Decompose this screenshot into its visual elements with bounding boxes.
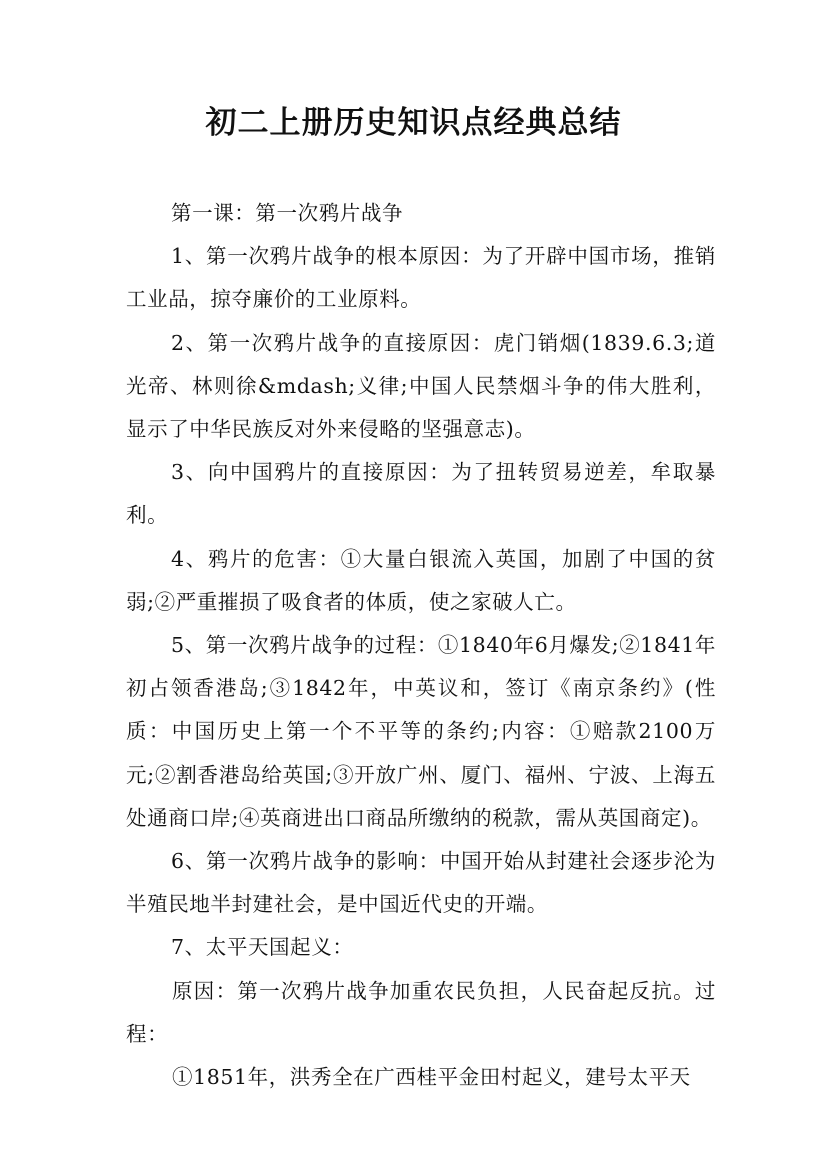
paragraph-lesson-heading: 第一课：第一次鸦片战争 xyxy=(171,201,404,225)
paragraph-item-1: 1、第一次鸦片战争的根本原因：为了开辟中国市场，推销工业品，掠夺廉价的工业原料。 xyxy=(126,244,716,312)
paragraph-item-2: 2、第一次鸦片战争的直接原因：虎门销烟(1839.6.3;道光帝、林则徐&mdash;义律;中国人民禁烟斗争的伟大胜利，显示了中华民族反对外来侵略的坚强意志)。 xyxy=(126,330,716,442)
paragraph-item-3: 3、向中国鸦片的直接原因：为了扭转贸易逆差，牟取暴利。 xyxy=(126,460,716,528)
document-title: 初二上册历史知识点经典总结 xyxy=(205,105,622,141)
paragraph-item-4: 4、鸦片的危害：①大量白银流入英国，加剧了中国的贫弱;②严重摧损了吸食者的体质，使之家破人亡。 xyxy=(126,546,716,614)
paragraph-cause: 原因：第一次鸦片战争加重农民负担，人民奋起反抗。过程： xyxy=(126,978,716,1046)
paragraph-item-5: 5、第一次鸦片战争的过程：①1840年6月爆发;②1841年初占领香港岛;③1842年，中英议和，签订《南京条约》(性质：中国历史上第一个不平等的条约;内容：①赔款2100万元;②割香港岛给英国;③开放广州、厦门、福州、宁波、上海五处通商口岸;④英商进出口商品所缴纳的税款，需从英国商定)。 xyxy=(126,633,716,830)
paragraph-process-1: ①1851年，洪秀全在广西桂平金田村起义，建号太平天 xyxy=(172,1065,691,1090)
document-body xyxy=(126,192,716,1099)
paragraph-item-7: 7、太平天国起义： xyxy=(171,935,354,960)
paragraph-item-6: 6、第一次鸦片战争的影响：中国开始从封建社会逐步沦为半殖民地半封建社会，是中国近代史的开端。 xyxy=(126,849,716,917)
